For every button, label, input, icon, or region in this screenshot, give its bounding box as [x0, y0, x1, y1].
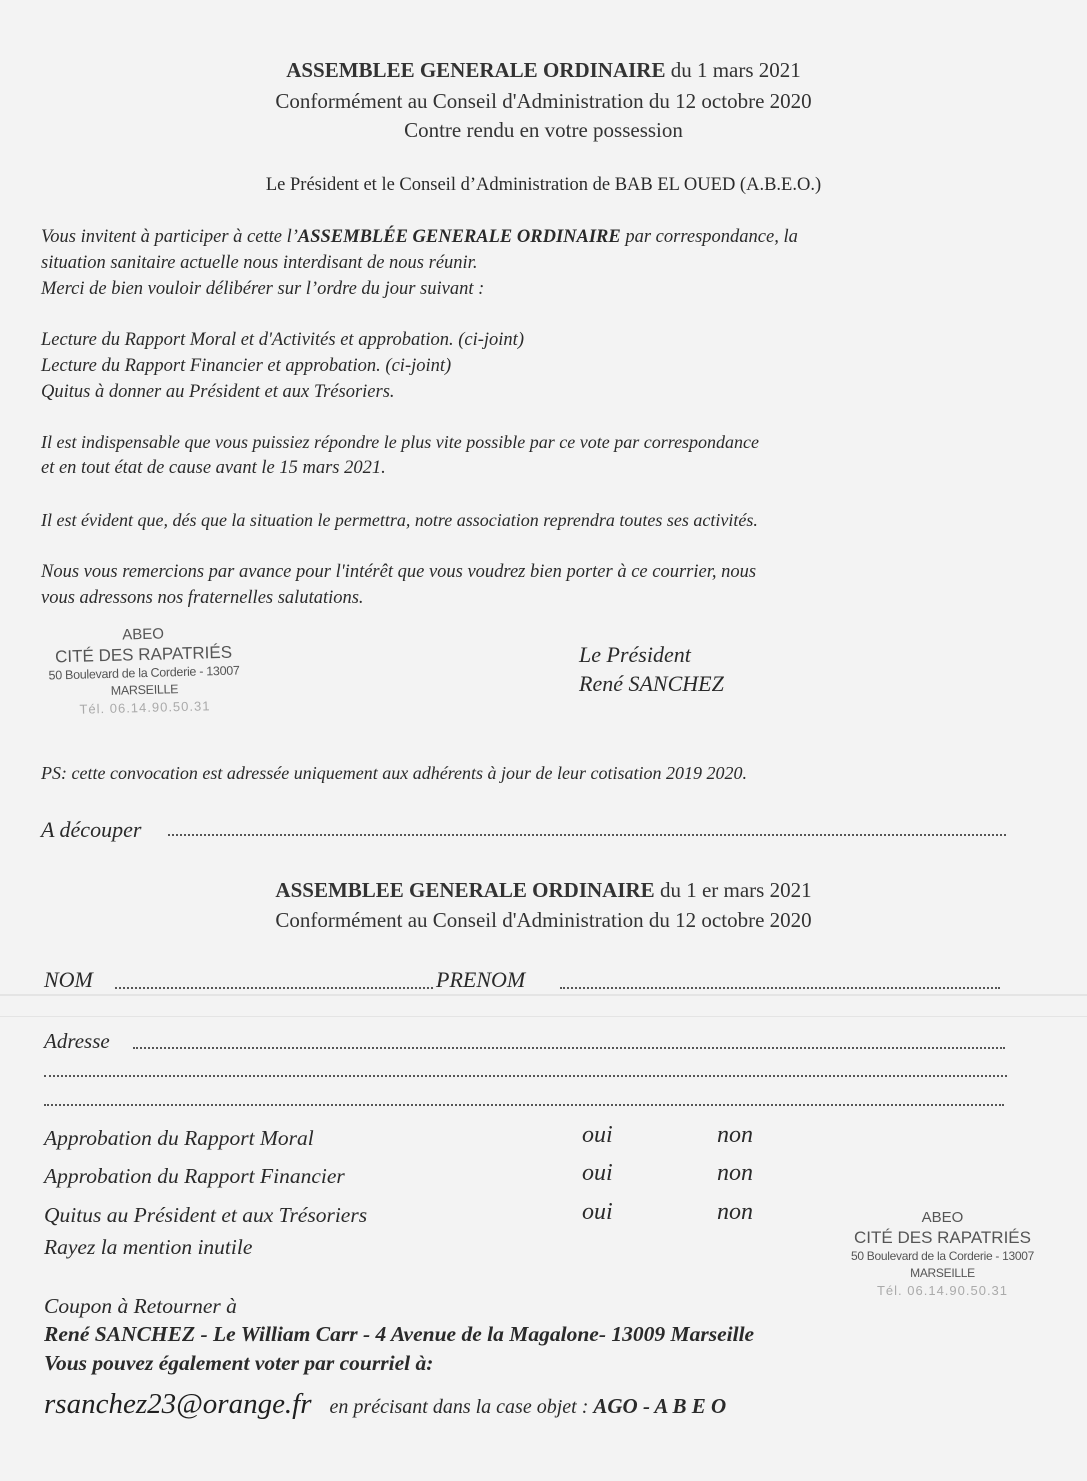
return-line-1: Coupon à Retourner à — [44, 1294, 237, 1318]
vote-oui[interactable]: oui — [582, 1122, 613, 1148]
nom-label: NOM — [44, 967, 93, 992]
vote-oui[interactable]: oui — [582, 1160, 613, 1186]
agenda-item: Lecture du Rapport Moral et d'Activités et approbation. (ci-joint) — [41, 330, 524, 350]
adresse-field-3[interactable] — [44, 1104, 1004, 1106]
fold-line — [0, 994, 1087, 996]
vote-label: Quitus au Président et aux Trésoriers — [44, 1203, 368, 1227]
vote-oui[interactable]: oui — [582, 1199, 613, 1225]
vote-non[interactable]: non — [717, 1160, 753, 1186]
thanks-line-1: Nous vous remercions par avance pour l'intérêt que vous voudrez bien porter à ce courrier, nous — [41, 562, 757, 582]
adresse-field-1[interactable] — [133, 1047, 1005, 1049]
vote-label: Approbation du Rapport Moral — [44, 1126, 314, 1150]
thanks-line-2: vous adressons nos fraternelles salutations. — [41, 588, 364, 608]
return-line-2: René SANCHEZ - Le William Carr - 4 Avenue de la Magalone- 13009 Marseille — [44, 1322, 755, 1346]
president-line: Le Président et le Conseil d’Administration de BAB EL OUED (A.B.E.O.) — [265, 175, 822, 195]
nom-field[interactable] — [115, 987, 433, 989]
agenda-item: Quitus à donner au Président et aux Trésoriers. — [41, 382, 395, 402]
vote-label: Approbation du Rapport Financier — [44, 1164, 345, 1188]
association-stamp: ABEO CITÉ DES RAPATRIÉS 50 Boulevard de la Corderie - 13007 MARSEILLE Tél. 06.14.90.50.31 — [48, 625, 240, 717]
prenom-label: PRENOM — [436, 967, 526, 992]
intro-line-3: Merci de bien vouloir délibérer sur l’ordre du jour suivant : — [41, 279, 485, 299]
rayez-note: Rayez la mention inutile — [44, 1235, 253, 1259]
return-line-3: Vous pouvez également voter par courriel à: — [44, 1351, 434, 1375]
adresse-label: Adresse — [44, 1029, 110, 1053]
signature-role: Le Président — [579, 642, 691, 667]
prenom-field[interactable] — [560, 987, 1000, 989]
signature-name: René SANCHEZ — [579, 671, 724, 696]
email-line: rsanchez23@orange.fr en précisant dans la case objet : AGO - A B E O — [44, 1388, 727, 1420]
cut-label: A découper — [41, 817, 142, 842]
intro-line-2: situation sanitaire actuelle nous interdisant de nous réunir. — [41, 253, 478, 273]
ps-note: PS: cette convocation est adressée uniquement aux adhérents à jour de leur cotisation 2019 2020. — [41, 763, 748, 783]
coupon-title: ASSEMBLEE GENERALE ORDINAIRE du 1 er mars 2021 — [275, 878, 812, 902]
association-stamp: ABEO CITÉ DES RAPATRIÉS 50 Boulevard de la Corderie - 13007 MARSEILLE Tél. 06.14.90.50.31 — [851, 1209, 1034, 1298]
activities-line: Il est évident que, dés que la situation le permettra, notre association reprendra toutes ses activités. — [41, 510, 758, 530]
intro-line-1: Vous invitent à participer à cette l’ASSEMBLÉE GENERALE ORDINAIRE par correspondance, la — [41, 227, 798, 247]
cut-line — [168, 834, 1006, 836]
deadline-line-1: Il est indispensable que vous puissiez répondre le plus vite possible par ce vote par correspondance — [41, 432, 760, 452]
vote-non[interactable]: non — [717, 1199, 753, 1225]
header-line-2: Conformément au Conseil d'Administration du 12 octobre 2020 — [275, 89, 812, 113]
coupon-line-2: Conformément au Conseil d'Administration du 12 octobre 2020 — [275, 908, 812, 932]
fold-line — [0, 1016, 1087, 1017]
header-title: ASSEMBLEE GENERALE ORDINAIRE du 1 mars 2021 — [286, 58, 801, 82]
vote-non[interactable]: non — [717, 1122, 753, 1148]
deadline-line-2: et en tout état de cause avant le 15 mars 2021. — [41, 458, 386, 478]
header-line-3: Contre rendu en votre possession — [404, 118, 683, 142]
adresse-field-2[interactable] — [44, 1075, 1007, 1077]
agenda-item: Lecture du Rapport Financier et approbation. (ci-joint) — [41, 356, 452, 376]
email-link[interactable]: rsanchez23@orange.fr — [44, 1388, 312, 1420]
